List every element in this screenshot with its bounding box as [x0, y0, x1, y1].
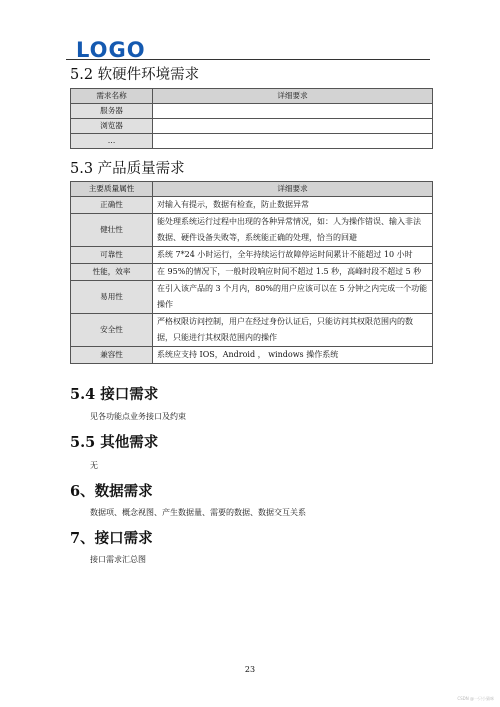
column-header: 需求名称 [71, 89, 153, 104]
attribute-cell: … [71, 134, 153, 149]
attribute-cell: 安全性 [71, 314, 153, 347]
column-header: 详细要求 [153, 182, 433, 197]
section-6-body: 数据项、概念视图、产生数据量、需要的数据、数据交互关系 [90, 508, 306, 517]
table-row [71, 247, 433, 264]
detail-cell: 能处理系统运行过程中出现的各种异常情况，如：人为操作错误、输入非法数据、硬件设备失败等，系统能正确的处理，恰当的回避 [153, 214, 433, 247]
page-number: 23 [244, 665, 256, 674]
table-row [71, 197, 433, 214]
detail-cell [153, 119, 433, 134]
table-row [71, 104, 433, 119]
quality-requirements-table [70, 181, 433, 364]
detail-cell [153, 134, 433, 149]
attribute-cell: 浏览器 [71, 119, 153, 134]
header-divider [66, 59, 430, 60]
section-5-4-body: 见各功能点业务接口及约束 [90, 412, 186, 421]
attribute-cell: 易用性 [71, 281, 153, 314]
attribute-cell: 性能，效率 [71, 264, 153, 281]
table-row [71, 264, 433, 281]
detail-cell [153, 104, 433, 119]
attribute-cell: 正确性 [71, 197, 153, 214]
table-row [71, 281, 433, 314]
logo: LOGO [76, 38, 146, 62]
detail-cell: 系统 7*24 小时运行，全年持续运行故障停运时间累计不能超过 10 小时 [153, 247, 433, 264]
column-header: 主要质量属性 [71, 182, 153, 197]
detail-cell: 在 95%的情况下，一般时段响应时间不超过 1.5 秒，高峰时段不超过 5 秒 [153, 264, 433, 281]
section-7-body: 接口需求汇总图 [90, 555, 146, 564]
table-row [71, 134, 433, 149]
table-row [71, 119, 433, 134]
attribute-cell: 健壮性 [71, 214, 153, 247]
section-5-5-body: 无 [90, 461, 98, 470]
table-row [71, 347, 433, 364]
table-header-row [71, 89, 433, 104]
column-header: 详细要求 [153, 89, 433, 104]
environment-requirements-table [70, 88, 433, 149]
section-heading-5-4: 5.4 接口需求 [70, 386, 159, 403]
table-row [71, 314, 433, 347]
detail-cell: 在引入该产品的 3 个月内，80%的用户应该可以在 5 分钟之内完成一个功能操作 [153, 281, 433, 314]
detail-cell: 严格权限访问控制，用户在经过身份认证后，只能访问其权限范围内的数据，只能进行其权限范围内的操作 [153, 314, 433, 347]
watermark: CSDN @一只小猫咪 [457, 696, 494, 701]
attribute-cell: 兼容性 [71, 347, 153, 364]
attribute-cell: 服务器 [71, 104, 153, 119]
attribute-cell: 可靠性 [71, 247, 153, 264]
section-heading-5-2: 5.2 软硬件环境需求 [70, 67, 200, 83]
table-row [71, 214, 433, 247]
table-header-row [71, 182, 433, 197]
detail-cell: 对输入有提示，数据有检查，防止数据异常 [153, 197, 433, 214]
detail-cell: 系统应支持 IOS，Android ， windows 操作系统 [153, 347, 433, 364]
section-heading-5-3: 5.3 产品质量需求 [70, 161, 185, 177]
section-heading-5-5: 5.5 其他需求 [70, 434, 159, 451]
section-heading-7: 7、接口需求 [70, 530, 153, 547]
section-heading-6: 6、数据需求 [70, 483, 153, 500]
